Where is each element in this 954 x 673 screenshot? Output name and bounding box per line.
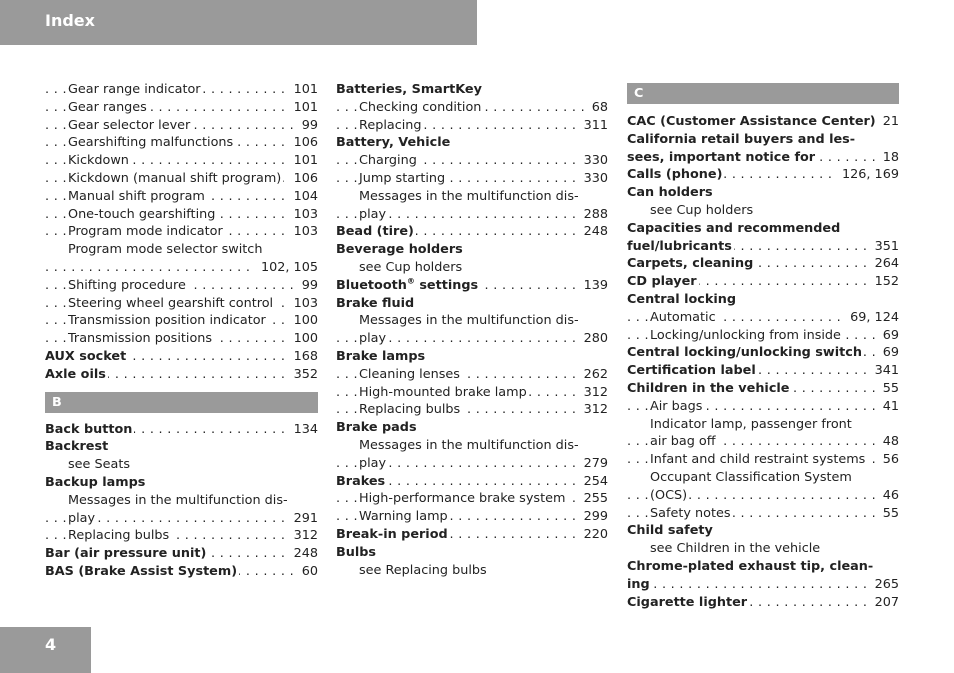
- index-entry: [627, 522, 899, 540]
- entry-label: Kickdown: [68, 153, 129, 169]
- index-entry: [45, 348, 318, 366]
- index-entry: [336, 152, 608, 170]
- index-entry: [627, 558, 899, 576]
- section-header-b: B: [45, 392, 318, 413]
- index-entry: [336, 490, 608, 508]
- entry-label: see Replacing bulbs: [359, 562, 487, 578]
- entry-page-ref: 106: [288, 170, 318, 188]
- entry-page-ref: 207: [869, 594, 899, 612]
- entry-label: Bead (tire): [336, 224, 414, 240]
- index-entry: [336, 188, 608, 206]
- index-entry: [627, 469, 899, 487]
- entry-label: Air bags: [650, 398, 703, 414]
- index-entry: [45, 99, 318, 117]
- entry-label: Shifting procedure: [68, 277, 186, 293]
- index-entry: [45, 510, 318, 528]
- section-header-c: C: [627, 83, 899, 104]
- index-entry: [336, 277, 608, 295]
- entry-page-ref: 55: [877, 505, 899, 523]
- entry-page-ref: 279: [578, 455, 608, 473]
- index-entry: [627, 202, 899, 220]
- index-entry: [45, 259, 318, 277]
- index-entry: [627, 576, 899, 594]
- entry-page-ref: 255: [578, 490, 608, 508]
- index-entry: [45, 241, 318, 259]
- entry-label: Gearshifting malfunctions: [68, 135, 234, 151]
- entry-label: Central locking/unlocking switch: [627, 345, 862, 361]
- index-entry: [45, 223, 318, 241]
- entry-page-ref: 311: [578, 117, 608, 135]
- entry-label: Carpets, cleaning: [627, 256, 754, 272]
- entry-page-ref: 101: [288, 152, 318, 170]
- index-entry: [45, 545, 318, 563]
- index-entry: [627, 291, 899, 309]
- entry-page-ref: 312: [578, 384, 608, 402]
- index-entry: [45, 456, 318, 474]
- entry-label: Kickdown (manual shift program): [68, 170, 282, 186]
- entry-page-ref: 99: [296, 117, 318, 135]
- entry-page-ref: 101: [288, 99, 318, 117]
- index-entry: [627, 505, 899, 523]
- entry-label: Brake fluid: [336, 295, 415, 311]
- entry-page-ref: 69: [877, 344, 899, 362]
- entry-page-ref: 291: [288, 510, 318, 528]
- entry-label: One-touch gearshifting: [68, 206, 216, 222]
- entry-label: Bar (air pressure unit): [45, 546, 207, 562]
- entry-page-ref: 330: [578, 170, 608, 188]
- entry-label: Child safety: [627, 523, 713, 539]
- index-entry: [45, 117, 318, 135]
- entry-page-ref: 126, 169: [836, 166, 899, 184]
- index-entry: [627, 451, 899, 469]
- entry-label: Gear range indicator: [68, 82, 201, 97]
- entry-label: ing: [627, 576, 650, 592]
- entry-label: Replacing bulbs: [359, 402, 461, 418]
- entry-page-ref: 312: [288, 527, 318, 545]
- page-title: Index: [45, 11, 95, 30]
- index-entry: [627, 362, 899, 380]
- entry-page-ref: 100: [288, 312, 318, 330]
- index-entry: [45, 152, 318, 170]
- index-entry: [45, 492, 318, 510]
- entry-page-ref: 103: [288, 223, 318, 241]
- index-entry: [336, 99, 608, 117]
- index-entry: [627, 398, 899, 416]
- entry-label: [68, 260, 70, 275]
- entry-label: Back button: [45, 421, 133, 437]
- entry-page-ref: 41: [877, 398, 899, 416]
- index-entry: [336, 312, 608, 330]
- entry-label: California retail buyers and les-: [627, 131, 856, 147]
- entry-page-ref: 21: [877, 113, 899, 131]
- entry-label: Gear selector lever: [68, 117, 191, 133]
- entry-page-ref: 103: [288, 295, 318, 313]
- index-entry: [627, 344, 899, 362]
- entry-label: Chrome-plated exhaust tip, clean-: [627, 558, 874, 574]
- index-entry: [336, 206, 608, 224]
- entry-page-ref: 264: [869, 255, 899, 273]
- index-entry: [336, 562, 608, 580]
- entry-label: High-mounted brake lamp: [359, 384, 527, 400]
- entry-page-ref: 352: [288, 366, 318, 384]
- entry-label: CD player: [627, 274, 697, 290]
- index-column-2: [336, 81, 608, 579]
- entry-label: Central locking: [627, 291, 737, 307]
- index-entry: [336, 348, 608, 366]
- entry-page-ref: 254: [578, 473, 608, 491]
- index-entry: [627, 487, 899, 505]
- entry-page-ref: 69, 124: [844, 309, 899, 327]
- index-entry: [45, 277, 318, 295]
- entry-label: Manual shift program: [68, 188, 205, 204]
- entry-label: see Cup holders: [650, 202, 754, 218]
- entry-label: Messages in the multifunction dis-: [68, 492, 288, 508]
- index-entry: [627, 220, 899, 238]
- entry-label: Break-in period: [336, 526, 448, 542]
- index-entry: [336, 473, 608, 491]
- entry-label: BAS (Brake Assist System): [45, 563, 238, 579]
- entry-label: Backrest: [45, 439, 109, 455]
- entry-label: Children in the vehicle: [627, 380, 790, 396]
- index-entry: [627, 255, 899, 273]
- entry-page-ref: 68: [586, 99, 608, 117]
- entry-page-ref: 351: [869, 238, 899, 256]
- entry-page-ref: 312: [578, 401, 608, 419]
- index-entry: [627, 540, 899, 558]
- index-entry: [627, 416, 899, 434]
- entry-page-ref: 220: [578, 526, 608, 544]
- index-entry: [45, 563, 318, 581]
- index-entry: [627, 238, 899, 256]
- index-entry: [627, 184, 899, 202]
- entry-page-ref: 152: [869, 273, 899, 291]
- entry-label: AUX socket: [45, 348, 127, 364]
- entry-label: Battery, Vehicle: [336, 135, 451, 151]
- index-entry: [627, 113, 899, 131]
- entry-page-ref: 299: [578, 508, 608, 526]
- entry-label: (OCS): [650, 487, 688, 503]
- entry-page-ref: 106: [288, 134, 318, 152]
- entry-label: Replacing bulbs: [68, 528, 170, 544]
- entry-page-ref: 60: [296, 563, 318, 581]
- index-entry: [336, 134, 608, 152]
- index-entry: [45, 527, 318, 545]
- entry-page-ref: . . . 102, 105: [255, 259, 318, 277]
- index-entry: [45, 438, 318, 456]
- entry-page-ref: 330: [578, 152, 608, 170]
- index-entry: [336, 526, 608, 544]
- entry-page-ref: 99: [296, 277, 318, 295]
- entry-label: fuel/lubricants: [627, 238, 732, 254]
- index-entry: [45, 295, 318, 313]
- entry-label: Safety notes: [650, 505, 731, 521]
- entry-label: play: [359, 455, 387, 471]
- index-entry: [336, 170, 608, 188]
- page-number: 4: [45, 635, 57, 654]
- entry-label: Can holders: [627, 185, 713, 201]
- index-entry: [627, 594, 899, 612]
- entry-label: Steering wheel gearshift control: [68, 295, 274, 311]
- index-entry: [336, 241, 608, 259]
- entry-page-ref: 248: [288, 545, 318, 563]
- index-entry: [336, 437, 608, 455]
- entry-label: Messages in the multifunction dis-: [359, 188, 579, 204]
- entry-label: Messages in the multifunction dis-: [359, 437, 579, 453]
- index-entry: [336, 401, 608, 419]
- index-entry: [336, 544, 608, 562]
- entry-page-ref: 46: [877, 487, 899, 505]
- index-entry: [45, 81, 318, 99]
- entry-label: Locking/unlocking from inside: [650, 327, 841, 343]
- index-entry: [45, 421, 318, 439]
- entry-page-ref: 134: [288, 421, 318, 439]
- index-entry: [336, 295, 608, 313]
- entry-label: Calls (phone): [627, 167, 723, 183]
- entry-label: Backup lamps: [45, 474, 146, 490]
- entry-label: Indicator lamp, passenger front: [650, 416, 852, 432]
- entry-page-ref: 341: [869, 362, 899, 380]
- entry-page-ref: 104: [288, 188, 318, 206]
- index-entry: [627, 166, 899, 184]
- entry-label: Bulbs: [336, 544, 377, 560]
- entry-label: Gear ranges: [68, 99, 147, 115]
- index-column-3: [627, 82, 899, 611]
- entry-label: play: [359, 206, 387, 222]
- index-entry: [627, 433, 899, 451]
- entry-page-ref: 248: [578, 223, 608, 241]
- entry-label: sees, important notice for: [627, 149, 816, 165]
- entry-label: High-performance brake system: [359, 491, 566, 507]
- entry-label: Brake pads: [336, 420, 417, 436]
- index-entry: [627, 309, 899, 327]
- entry-label: Charging: [359, 153, 417, 169]
- index-entry: [336, 508, 608, 526]
- entry-page-ref: 55: [877, 380, 899, 398]
- entry-page-ref: 103: [288, 206, 318, 224]
- index-entry: [336, 223, 608, 241]
- index-entry: [45, 134, 318, 152]
- entry-label: see Seats: [68, 457, 131, 473]
- entry-page-ref: 168: [288, 348, 318, 366]
- entry-label: see Cup holders: [359, 259, 463, 275]
- entry-label: Checking condition: [359, 99, 482, 115]
- entry-page-ref: 101: [288, 81, 318, 99]
- entry-page-ref: 48: [877, 433, 899, 451]
- entry-label: Program mode selector switch: [68, 242, 263, 258]
- index-entry: [336, 366, 608, 384]
- entry-page-ref: 18: [877, 149, 899, 167]
- entry-label: Transmission position indicator: [68, 313, 266, 329]
- index-entry: [45, 330, 318, 348]
- entry-label: Brakes: [336, 473, 386, 489]
- index-entry: [627, 149, 899, 167]
- index-entry: [45, 206, 318, 224]
- entry-label: Warning lamp: [359, 509, 448, 525]
- entry-label: Occupant Classification System: [650, 469, 852, 485]
- index-entry: [336, 81, 608, 99]
- entry-label: Cleaning lenses: [359, 366, 460, 382]
- index-entry: [45, 312, 318, 330]
- entry-label: air bag off: [650, 434, 716, 450]
- index-entry: [627, 327, 899, 345]
- index-entry: [627, 380, 899, 398]
- entry-page-ref: 69: [877, 327, 899, 345]
- entry-label: Axle oils: [45, 366, 106, 382]
- index-entry: [336, 330, 608, 348]
- entry-label: Messages in the multifunction dis-: [359, 313, 579, 329]
- entry-label: see Children in the vehicle: [650, 541, 821, 557]
- entry-page-ref: 262: [578, 366, 608, 384]
- entry-label: Certification label: [627, 363, 756, 379]
- index-entry: [45, 170, 318, 188]
- index-entry: [336, 419, 608, 437]
- entry-label: Transmission positions: [68, 331, 213, 347]
- entry-page-ref: 280: [578, 330, 608, 348]
- page-number-box: [0, 627, 91, 673]
- entry-page-ref: 288: [578, 206, 608, 224]
- entry-label: Infant and child restraint systems: [650, 452, 866, 468]
- entry-label: Brake lamps: [336, 348, 426, 364]
- entry-page-ref: 100: [288, 330, 318, 348]
- entry-label: play: [68, 510, 96, 526]
- entry-label: Automatic: [650, 309, 716, 325]
- index-entry: [336, 259, 608, 277]
- index-entry: [336, 455, 608, 473]
- entry-label: Replacing: [359, 117, 422, 133]
- index-entry: [45, 474, 318, 492]
- index-entry: [45, 366, 318, 384]
- index-entry: [45, 188, 318, 206]
- entry-label: Batteries, SmartKey: [336, 82, 482, 97]
- entry-page-ref: 56: [877, 451, 899, 469]
- entry-page-ref: 139: [578, 277, 608, 295]
- index-entry: [627, 131, 899, 149]
- entry-label: Jump starting: [359, 170, 446, 186]
- index-entry: [627, 273, 899, 291]
- entry-label: CAC (Customer Assistance Center): [627, 114, 876, 129]
- entry-page-ref: 265: [869, 576, 899, 594]
- index-entry: [336, 117, 608, 135]
- entry-label: play: [359, 331, 387, 347]
- header-bar: [0, 0, 477, 45]
- entry-label: Cigarette lighter: [627, 594, 748, 610]
- entry-label: Program mode indicator: [68, 224, 223, 240]
- entry-label: Beverage holders: [336, 242, 463, 258]
- entry-label: Bluetooth® settings: [336, 276, 479, 293]
- index-entry: [336, 384, 608, 402]
- entry-label: Capacities and recommended: [627, 220, 841, 236]
- index-column-1: [45, 81, 318, 581]
